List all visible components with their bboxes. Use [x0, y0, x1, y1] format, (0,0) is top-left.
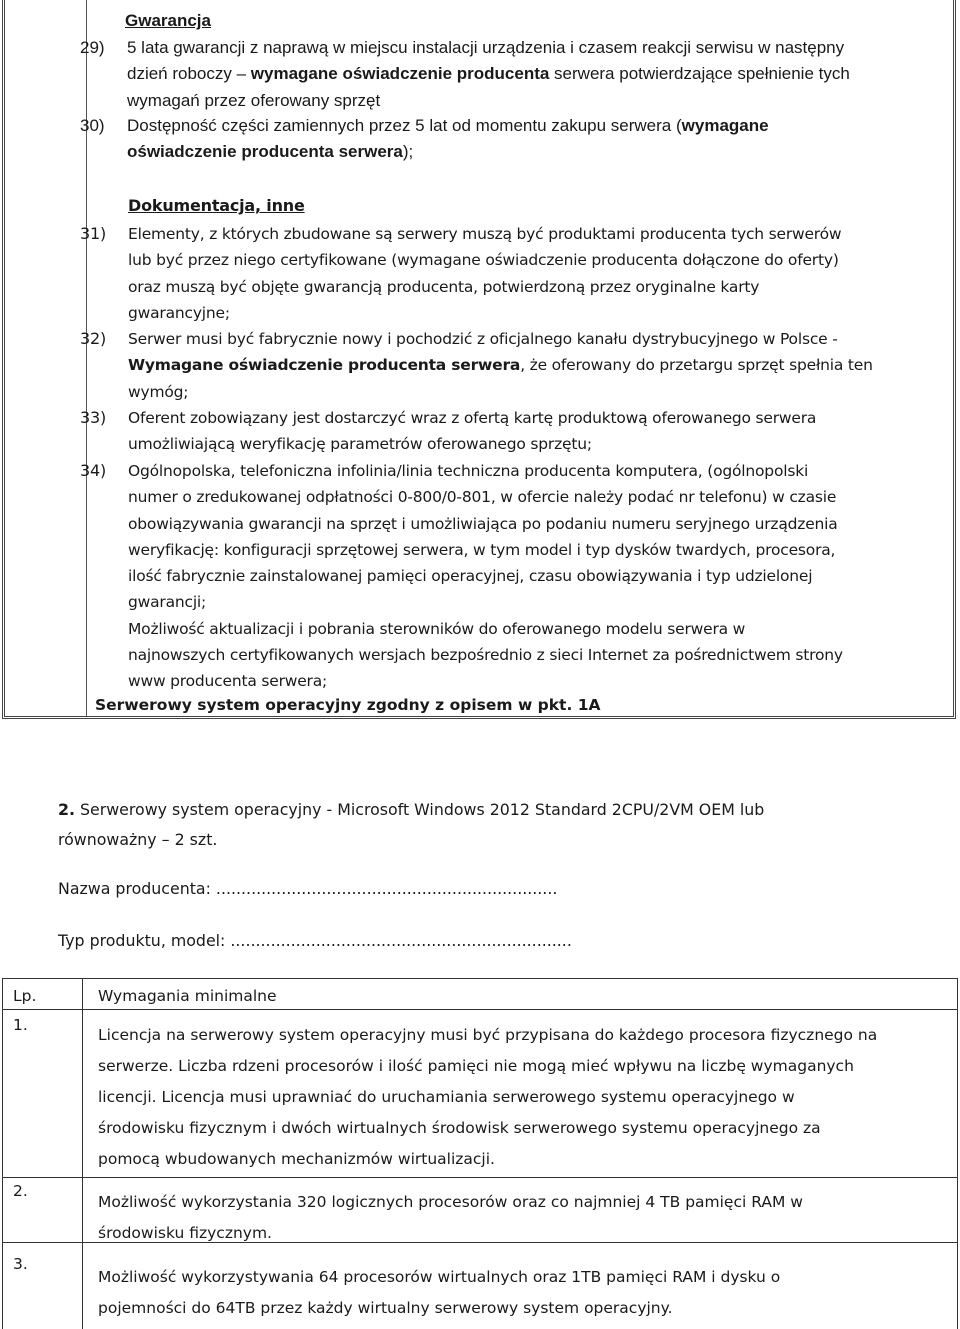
section-2-quantity: równoważny – 2 szt.: [58, 830, 218, 849]
row-1-lp: 1.: [13, 1016, 28, 1034]
row-1-line-4: środowisku fizycznym i dwóch wirtualnych środowisk serwerowego systemu operacyjnego za: [98, 1119, 821, 1137]
item-31-line-3: oraz muszą być objęte gwarancją producenta, potwierdzoną przez oryginalne karty: [128, 277, 760, 296]
item-31-line-4: gwarancyjne;: [128, 303, 230, 322]
item-34-line-2: numer o zredukowanej odpłatności 0-800/0-801, w ofercie należy podać nr telefonu) w czasie: [128, 488, 837, 507]
item-32-line-1: Serwer musi być fabrycznie nowy i pochodzić z oficjalnego kanału dystrybucyjnego w Polsce -: [128, 330, 838, 348]
table-row-divider: [3, 1177, 957, 1178]
item-29-line-1: 5 lata gwarancji z naprawą w miejscu instalacji urządzenia i czasem reakcji serwisu w następny: [127, 38, 845, 57]
documentation-heading: Dokumentacja, inne: [128, 196, 305, 215]
item-number: 32): [80, 329, 107, 348]
item-34-line-9: www producenta serwera;: [128, 672, 328, 691]
item-31-line-2: lub być przez niego certyfikowane (wymagane oświadczenie producenta dołączone do oferty): [128, 251, 839, 270]
item-32-line-2: Wymagane oświadczenie producenta serwera, że oferowany do przetargu sprzęt spełnia ten: [128, 356, 873, 375]
table-column-divider: [82, 979, 83, 1329]
row-3-lp: 3.: [13, 1255, 28, 1273]
os-requirement-line: Serwerowy system operacyjny zgodny z opisem w pkt. 1A: [95, 696, 601, 714]
column-header-lp: Lp.: [13, 987, 37, 1005]
item-29-line-2: dzień roboczy – wymagane oświadczenie producenta serwera potwierdzające spełnienie tych: [127, 64, 850, 84]
item-33-line-2: umożliwiającą weryfikację parametrów oferowanego sprzętu;: [128, 435, 592, 454]
item-30-line-2: oświadczenie producenta serwera);: [127, 142, 414, 162]
row-1-line-5: pomocą wbudowanych mechanizmów wirtualizacji.: [98, 1150, 495, 1168]
item-number: 33): [80, 408, 107, 427]
item-30-line-1: Dostępność części zamiennych przez 5 lat od momentu zakupu serwera (wymagane: [127, 116, 769, 135]
row-2-line-1: Możliwość wykorzystania 320 logicznych procesorów oraz co najmniej 4 TB pamięci RAM w: [98, 1193, 803, 1211]
item-number: 29): [80, 38, 105, 57]
table-row: [98, 1020, 953, 1175]
producer-name-field: Nazwa producenta: ....................................................................: [58, 879, 558, 898]
row-3-line-1: Możliwość wykorzystywania 64 procesorów wirtualnych oraz 1TB pamięci RAM i dysku o: [98, 1268, 781, 1286]
item-31-line-1: Elementy, z których zbudowane są serwery muszą być produktami producenta tych serwerów: [128, 225, 842, 243]
item-number: 34): [80, 461, 107, 480]
warranty-heading: Gwarancja: [125, 11, 211, 30]
item-32-line-3: wymóg;: [128, 382, 189, 401]
item-34-line-4: weryfikację: konfiguracji sprzętowej serwera, w tym model i typ dysków twardych, procesora,: [128, 540, 836, 559]
item-34-line-8: najnowszych certyfikowanych wersjach bezpośrednio z sieci Internet za pośrednictwem strony: [128, 646, 843, 665]
item-34-line-1: Ogólnopolska, telefoniczna infolinia/linia techniczna producenta komputera, (ogólnopolski: [128, 462, 809, 480]
requirements-table: [2, 978, 958, 1329]
product-model-field: Typ produktu, model: ....................................................................: [58, 931, 572, 950]
item-number: 31): [80, 224, 107, 243]
row-2-lp: 2.: [13, 1182, 28, 1200]
row-2-line-2: środowisku fizycznym.: [98, 1224, 272, 1242]
item-number: 30): [80, 116, 105, 135]
table-column-divider: [86, 0, 87, 716]
section-2-heading: 2. Serwerowy system operacyjny - Microsoft Windows 2012 Standard 2CPU/2VM OEM lub: [58, 800, 765, 819]
row-1-line-3: licencji. Licencja musi uprawniać do uruchamiania serwerowego systemu operacyjnego w: [98, 1088, 795, 1106]
row-1-line-2: serwerze. Liczba rdzeni procesorów i ilość pamięci nie mogą mieć wpływu na liczbę wymaganych: [98, 1057, 854, 1075]
row-1-line-1: Licencja na serwerowy system operacyjny musi być przypisana do każdego procesora fizycznego na: [98, 1026, 878, 1044]
item-34-line-7: Możliwość aktualizacji i pobrania sterowników do oferowanego modelu serwera w: [128, 619, 746, 638]
item-34-line-5: ilość fabrycznie zainstalowanej pamięci operacyjnej, czasu obowiązywania i typ udzielonej: [128, 567, 813, 586]
item-29-line-3: wymagań przez oferowany sprzęt: [127, 90, 381, 110]
item-34-line-6: gwarancji;: [128, 593, 207, 612]
row-3-line-2: pojemności do 64TB przez każdy wirtualny serwerowy system operacyjny.: [98, 1299, 673, 1317]
item-34-line-3: obowiązywania gwarancji na sprzęt i umożliwiająca po podaniu numeru seryjnego urządzenia: [128, 514, 838, 533]
item-33-line-1: Oferent zobowiązany jest dostarczyć wraz z ofertą kartę produktową oferowanego serwera: [128, 409, 817, 427]
table-row: [98, 1187, 953, 1249]
table-row: [98, 1262, 953, 1324]
column-header-requirements: Wymagania minimalne: [98, 987, 277, 1005]
